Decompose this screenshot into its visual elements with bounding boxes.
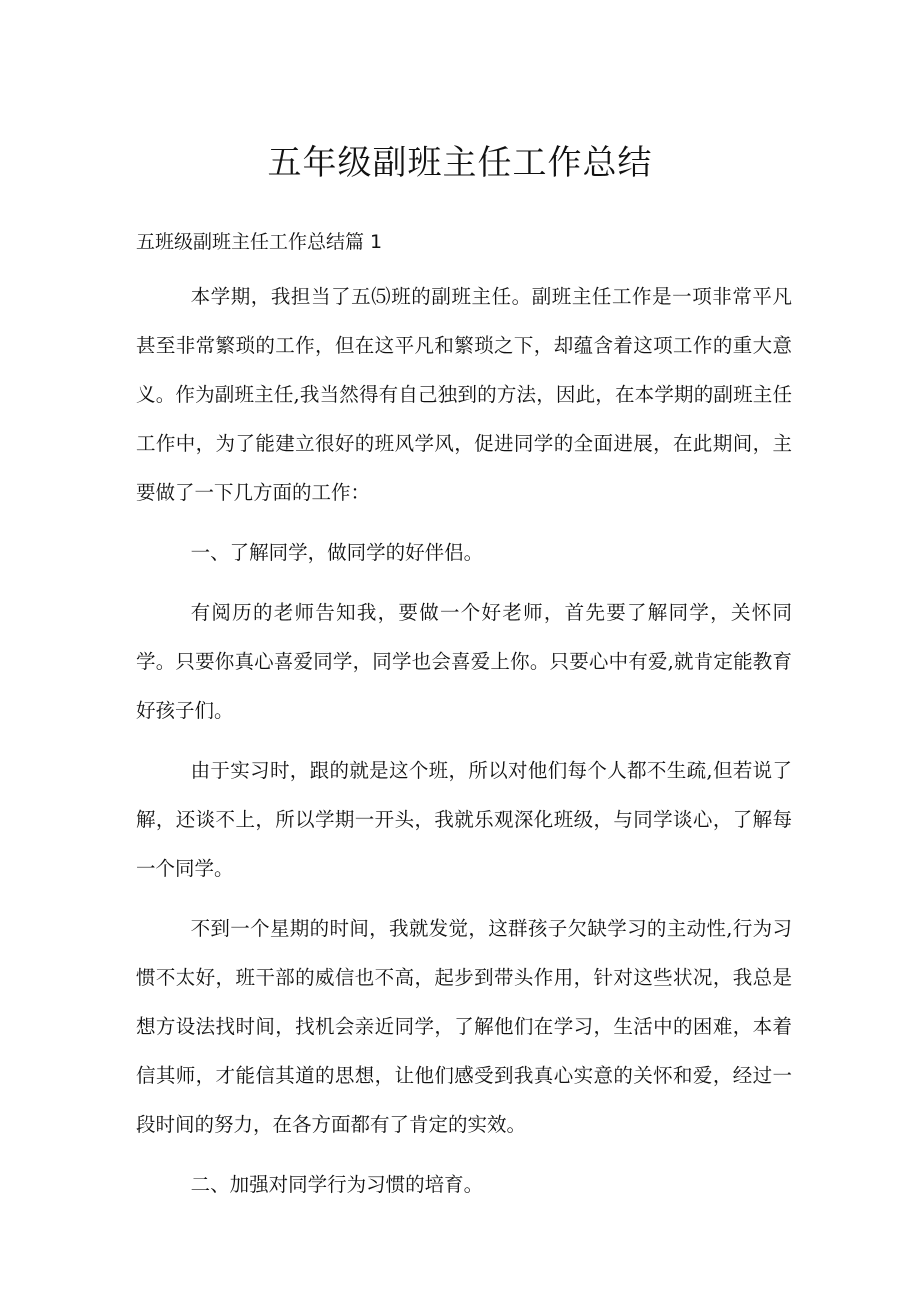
document-title: 五年级副班主任工作总结 (267, 143, 653, 183)
section-heading-1: 一、了解同学，做同学的好伴侣。 (190, 541, 484, 564)
paragraph-intro: 本学期，我担当了五⑸班的副班主任。副班主任工作是一项非常平凡甚至非常繁琐的工作，但在这平凡和繁琐之下，却蕴含着这项工作的重大意义。作为副班主任,我当然得有自己独到的方法，因此，在本学期的副班主任工作中，为了能建立很好的班风学风，促进同学的全面进展，在此期间，主要做了一下几方面的工作： (136, 285, 792, 504)
paragraph: 由于实习时，跟的就是这个班，所以对他们每个人都不生疏,但若说了解，还谈不上，所以学期一开头，我就乐观深化班级，与同学谈心，了解每一个同学。 (136, 759, 792, 880)
document-subtitle: 五班级副班主任工作总结篇 1 (136, 231, 383, 253)
paragraph: 不到一个星期的时间，我就发觉，这群孩子欠缺学习的主动性,行为习惯不太好，班干部的威信也不高，起步到带头作用，针对这些状况，我总是想方设法找时间，找机会亲近同学，了解他们在学习，生活中的困难，本着信其师，才能信其道的思想，让他们感受到我真心实意的关怀和爱，经过一段时间的努力，在各方面都有了肯定的实效。 (136, 917, 792, 1136)
document-body (136, 272, 792, 1220)
section-heading-2: 二、加强对同学行为习惯的培育。 (190, 1173, 484, 1196)
paragraph: 有阅历的老师告知我，要做一个好老师，首先要了解同学，关怀同学。只要你真心喜爱同学，同学也会喜爱上你。只要心中有爱,就肯定能教育好孩子们。 (136, 601, 792, 722)
